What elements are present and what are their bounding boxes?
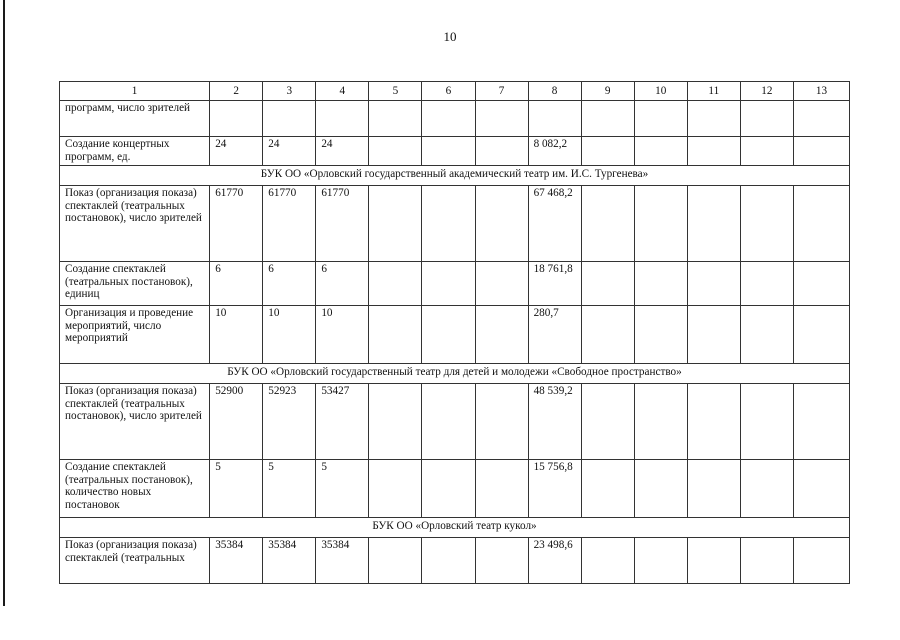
section-title: БУК ОО «Орловский государственный академический театр им. И.С. Тургенева» [60,166,850,186]
cell-empty [793,384,849,460]
cell-col-4: 53427 [316,384,369,460]
cell-col-8: 23 498,6 [528,538,581,584]
column-header: 8 [528,82,581,101]
scan-edge-line [3,0,5,606]
cell-empty [475,137,528,166]
column-header: 12 [740,82,793,101]
cell-empty [687,101,740,137]
cell-empty [793,262,849,306]
column-header: 4 [316,82,369,101]
cell-col-2: 52900 [210,384,263,460]
cell-empty [634,137,687,166]
cell-empty [793,186,849,262]
cell-empty [581,186,634,262]
cell-empty [740,306,793,364]
cell-empty [581,137,634,166]
row-label: Организация и проведение мероприятий, число мероприятий [60,306,210,364]
table-row [60,538,850,584]
cell-empty [475,384,528,460]
section-title: БУК ОО «Орловский государственный театр для детей и молодежи «Свободное пространство» [60,364,850,384]
cell-empty [475,538,528,584]
cell-empty [687,137,740,166]
cell-empty [369,538,422,584]
cell-col-8: 18 761,8 [528,262,581,306]
column-header: 9 [581,82,634,101]
section-title: БУК ОО «Орловский театр кукол» [60,518,850,538]
cell-col-8: 48 539,2 [528,384,581,460]
row-label: Показ (организация показа) спектаклей (театральных постановок), число зрителей [60,186,210,262]
cell-col-2: 24 [210,137,263,166]
cell-empty [634,384,687,460]
cell-empty [581,460,634,518]
cell-col-8: 280,7 [528,306,581,364]
table-row [60,137,850,166]
cell-empty [422,186,475,262]
cell-empty [475,306,528,364]
row-label: Показ (организация показа) спектаклей (театральных [60,538,210,584]
cell-empty [422,538,475,584]
cell-col-8: 67 468,2 [528,186,581,262]
cell-empty [634,538,687,584]
cell-col-3: 61770 [263,186,316,262]
cell-empty [475,460,528,518]
cell-empty [634,262,687,306]
row-label: Создание спектаклей (театральных постановок), единиц [60,262,210,306]
cell-empty [581,538,634,584]
cell-empty [369,101,422,137]
section-row [60,364,850,384]
cell-empty [422,306,475,364]
cell-empty [475,101,528,137]
page-number: 10 [443,29,457,44]
column-header: 1 [60,82,210,101]
cell-col-4 [316,101,369,137]
cell-empty [369,186,422,262]
row-label: программ, число зрителей [60,101,210,137]
cell-col-8: 15 756,8 [528,460,581,518]
column-header: 5 [369,82,422,101]
cell-col-4: 6 [316,262,369,306]
cell-empty [422,101,475,137]
cell-empty [475,186,528,262]
table-row [60,460,850,518]
cell-col-4: 61770 [316,186,369,262]
cell-col-3: 6 [263,262,316,306]
cell-empty [740,137,793,166]
row-label: Создание спектаклей (театральных постановок), количество новых постановок [60,460,210,518]
cell-empty [422,460,475,518]
cell-col-8 [528,101,581,137]
cell-empty [793,306,849,364]
cell-empty [687,384,740,460]
cell-col-3: 35384 [263,538,316,584]
cell-col-2 [210,101,263,137]
cell-empty [634,101,687,137]
cell-empty [793,101,849,137]
cell-empty [422,137,475,166]
cell-empty [422,262,475,306]
cell-empty [793,137,849,166]
cell-empty [634,306,687,364]
cell-col-4: 35384 [316,538,369,584]
cell-col-4: 5 [316,460,369,518]
cell-empty [687,262,740,306]
cell-empty [687,186,740,262]
table-row [60,384,850,460]
cell-empty [634,460,687,518]
cell-empty [581,101,634,137]
cell-col-2: 10 [210,306,263,364]
cell-empty [740,101,793,137]
table-row [60,306,850,364]
table-header-row [60,82,850,101]
cell-col-3 [263,101,316,137]
cell-col-2: 61770 [210,186,263,262]
cell-empty [581,306,634,364]
cell-empty [740,538,793,584]
cell-col-8: 8 082,2 [528,137,581,166]
cell-col-4: 10 [316,306,369,364]
cell-empty [687,538,740,584]
table-row [60,262,850,306]
cell-empty [687,306,740,364]
cell-empty [634,186,687,262]
column-header: 2 [210,82,263,101]
cell-empty [581,262,634,306]
column-header: 7 [475,82,528,101]
column-header: 3 [263,82,316,101]
cell-col-3: 52923 [263,384,316,460]
cell-empty [369,384,422,460]
cell-empty [793,538,849,584]
cell-empty [422,384,475,460]
cell-col-2: 5 [210,460,263,518]
cell-empty [369,262,422,306]
cell-col-3: 24 [263,137,316,166]
cell-empty [369,460,422,518]
cell-empty [687,460,740,518]
cell-empty [369,306,422,364]
column-header: 13 [793,82,849,101]
cell-col-2: 35384 [210,538,263,584]
column-header: 6 [422,82,475,101]
cell-col-3: 5 [263,460,316,518]
cell-empty [793,460,849,518]
table-row [60,186,850,262]
cell-empty [581,384,634,460]
cell-empty [475,262,528,306]
column-header: 11 [687,82,740,101]
section-row [60,166,850,186]
table-row [60,101,850,137]
cell-empty [740,460,793,518]
cell-col-2: 6 [210,262,263,306]
cell-col-3: 10 [263,306,316,364]
cell-empty [740,186,793,262]
column-header: 10 [634,82,687,101]
cell-col-4: 24 [316,137,369,166]
row-label: Показ (организация показа) спектаклей (театральных постановок), число зрителей [60,384,210,460]
row-label: Создание концертных программ, ед. [60,137,210,166]
cell-empty [740,262,793,306]
cell-empty [740,384,793,460]
section-row [60,518,850,538]
data-table [59,81,850,584]
cell-empty [369,137,422,166]
